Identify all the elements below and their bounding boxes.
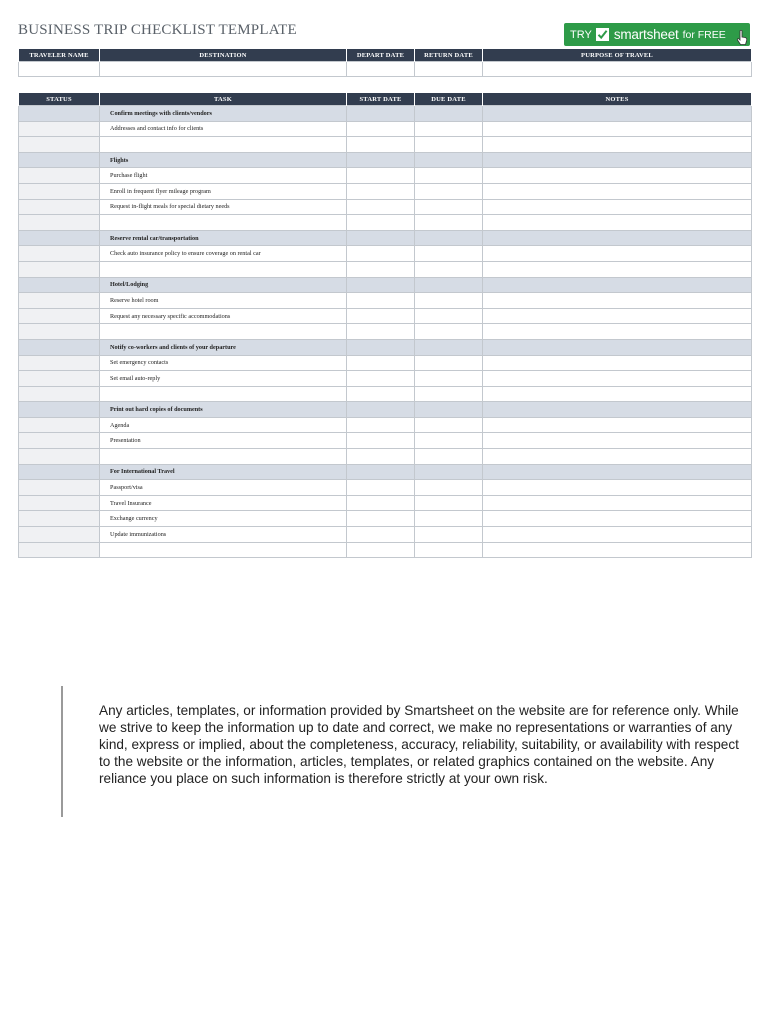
checklist-row (19, 371, 752, 387)
start-date-cell[interactable] (347, 433, 415, 449)
start-date-cell[interactable] (347, 480, 415, 496)
due-date-cell[interactable] (415, 261, 483, 277)
due-date-cell[interactable] (415, 277, 483, 293)
start-date-cell[interactable] (347, 495, 415, 511)
depart-date-cell[interactable] (347, 62, 415, 77)
due-date-cell[interactable] (415, 324, 483, 340)
task-cell[interactable] (100, 261, 347, 277)
status-cell[interactable] (19, 230, 100, 246)
status-cell[interactable] (19, 495, 100, 511)
task-cell[interactable]: Flights (100, 152, 347, 168)
notes-cell[interactable] (483, 402, 752, 418)
notes-cell[interactable] (483, 246, 752, 262)
traveler-info-table (18, 49, 752, 77)
promo-try-label: TRY (570, 28, 592, 41)
start-date-cell[interactable] (347, 168, 415, 184)
header-start-date: START DATE (347, 93, 415, 106)
task-cell[interactable] (100, 324, 347, 340)
task-cell[interactable]: Presentation (100, 433, 347, 449)
notes-cell[interactable] (483, 386, 752, 402)
start-date-cell[interactable] (347, 417, 415, 433)
start-date-cell[interactable] (347, 261, 415, 277)
notes-cell[interactable] (483, 308, 752, 324)
traveler-header-row (19, 49, 752, 62)
checklist-row (19, 199, 752, 215)
start-date-cell[interactable] (347, 542, 415, 558)
task-cell[interactable]: Agenda (100, 417, 347, 433)
status-cell[interactable] (19, 449, 100, 465)
checklist-section-row (19, 152, 752, 168)
checklist-section-row (19, 464, 752, 480)
notes-cell[interactable] (483, 121, 752, 137)
checklist-row (19, 386, 752, 402)
due-date-cell[interactable] (415, 215, 483, 231)
start-date-cell[interactable] (347, 464, 415, 480)
start-date-cell[interactable] (347, 215, 415, 231)
notes-cell[interactable] (483, 371, 752, 387)
due-date-cell[interactable] (415, 449, 483, 465)
due-date-cell[interactable] (415, 339, 483, 355)
task-cell[interactable]: Reserve hotel room (100, 293, 347, 309)
checklist-row (19, 293, 752, 309)
pointer-cursor-icon (736, 30, 748, 51)
notes-cell[interactable] (483, 199, 752, 215)
status-cell[interactable] (19, 402, 100, 418)
checklist-row (19, 417, 752, 433)
notes-cell[interactable] (483, 168, 752, 184)
start-date-cell[interactable] (347, 106, 415, 122)
task-cell[interactable]: Passport/visa (100, 480, 347, 496)
try-smartsheet-button[interactable] (564, 23, 750, 46)
due-date-cell[interactable] (415, 433, 483, 449)
status-cell[interactable] (19, 480, 100, 496)
notes-cell[interactable] (483, 433, 752, 449)
header-destination: DESTINATION (100, 49, 347, 62)
promo-free-label: for FREE (682, 28, 726, 41)
task-cell[interactable]: Update immunizations (100, 527, 347, 543)
task-cell[interactable] (100, 449, 347, 465)
notes-cell[interactable] (483, 339, 752, 355)
start-date-cell[interactable] (347, 277, 415, 293)
start-date-cell[interactable] (347, 355, 415, 371)
header-depart-date: DEPART DATE (347, 49, 415, 62)
checklist-row (19, 527, 752, 543)
start-date-cell[interactable] (347, 152, 415, 168)
notes-cell[interactable] (483, 230, 752, 246)
status-cell[interactable] (19, 386, 100, 402)
checklist-row (19, 511, 752, 527)
header-status: STATUS (19, 93, 100, 106)
destination-cell[interactable] (100, 62, 347, 77)
due-date-cell[interactable] (415, 121, 483, 137)
status-cell[interactable] (19, 511, 100, 527)
due-date-cell[interactable] (415, 402, 483, 418)
due-date-cell[interactable] (415, 293, 483, 309)
notes-cell[interactable] (483, 152, 752, 168)
checklist-section-row (19, 339, 752, 355)
start-date-cell[interactable] (347, 183, 415, 199)
notes-cell[interactable] (483, 215, 752, 231)
due-date-cell[interactable] (415, 417, 483, 433)
status-cell[interactable] (19, 371, 100, 387)
due-date-cell[interactable] (415, 495, 483, 511)
status-cell[interactable] (19, 246, 100, 262)
page-title: BUSINESS TRIP CHECKLIST TEMPLATE (18, 22, 297, 38)
notes-cell[interactable] (483, 293, 752, 309)
checklist-header-row (19, 93, 752, 106)
disclaimer-text: Any articles, templates, or information provided by Smartsheet on the website are for reference only. While we strive to keep the information up to date and correct, we make no representations or warranties of any kind, express or implied, about the completeness, accuracy, reliability, suitability, or availability with respect to the website or the information, articles, templates, or related graphics contained on the website. Any reliance you place on such information is therefore strictly at your own risk. (99, 703, 739, 786)
task-cell[interactable]: Hotel/Lodging (100, 277, 347, 293)
notes-cell[interactable] (483, 527, 752, 543)
start-date-cell[interactable] (347, 511, 415, 527)
notes-cell[interactable] (483, 511, 752, 527)
notes-cell[interactable] (483, 417, 752, 433)
task-cell[interactable]: Request in-flight meals for special dietary needs (100, 199, 347, 215)
status-cell[interactable] (19, 261, 100, 277)
start-date-cell[interactable] (347, 199, 415, 215)
start-date-cell[interactable] (347, 246, 415, 262)
header-notes: NOTES (483, 93, 752, 106)
header-purpose-of-travel: PURPOSE OF TRAVEL (483, 49, 752, 62)
promo-brand-label: smartsheet (613, 27, 679, 42)
start-date-cell[interactable] (347, 449, 415, 465)
checklist-body (19, 106, 752, 558)
checklist-row (19, 433, 752, 449)
status-cell[interactable] (19, 308, 100, 324)
due-date-cell[interactable] (415, 199, 483, 215)
status-cell[interactable] (19, 106, 100, 122)
task-cell[interactable]: Check auto insurance policy to ensure coverage on rental car (100, 246, 347, 262)
checklist-row (19, 542, 752, 558)
start-date-cell[interactable] (347, 386, 415, 402)
task-cell[interactable]: For International Travel (100, 464, 347, 480)
status-cell[interactable] (19, 183, 100, 199)
status-cell[interactable] (19, 199, 100, 215)
task-cell[interactable] (100, 386, 347, 402)
notes-cell[interactable] (483, 261, 752, 277)
start-date-cell[interactable] (347, 230, 415, 246)
checklist-row (19, 168, 752, 184)
due-date-cell[interactable] (415, 542, 483, 558)
task-cell[interactable]: Enroll in frequent flyer mileage program (100, 183, 347, 199)
header-traveler-name: TRAVELER NAME (19, 49, 100, 62)
checklist-row (19, 215, 752, 231)
status-cell[interactable] (19, 464, 100, 480)
due-date-cell[interactable] (415, 371, 483, 387)
notes-cell[interactable] (483, 324, 752, 340)
checklist-row (19, 246, 752, 262)
status-cell[interactable] (19, 168, 100, 184)
start-date-cell[interactable] (347, 137, 415, 153)
status-cell[interactable] (19, 433, 100, 449)
task-cell[interactable]: Purchase flight (100, 168, 347, 184)
due-date-cell[interactable] (415, 168, 483, 184)
checklist-section-row (19, 106, 752, 122)
task-cell[interactable]: Notify co-workers and clients of your departure (100, 339, 347, 355)
checklist-section-row (19, 277, 752, 293)
checklist-row (19, 137, 752, 153)
traveler-name-cell[interactable] (19, 62, 100, 77)
status-cell[interactable] (19, 293, 100, 309)
due-date-cell[interactable] (415, 464, 483, 480)
task-cell[interactable]: Travel Insurance (100, 495, 347, 511)
header-return-date: RETURN DATE (415, 49, 483, 62)
checklist-row (19, 183, 752, 199)
task-cell[interactable]: Print out hard copies of documents (100, 402, 347, 418)
status-cell[interactable] (19, 542, 100, 558)
notes-cell[interactable] (483, 355, 752, 371)
notes-cell[interactable] (483, 106, 752, 122)
due-date-cell[interactable] (415, 152, 483, 168)
task-cell[interactable]: Confirm meetings with clients/vendors (100, 106, 347, 122)
checklist-section-row (19, 230, 752, 246)
checklist-row (19, 308, 752, 324)
status-cell[interactable] (19, 324, 100, 340)
task-cell[interactable] (100, 542, 347, 558)
task-cell[interactable]: Addresses and contact info for clients (100, 121, 347, 137)
start-date-cell[interactable] (347, 293, 415, 309)
start-date-cell[interactable] (347, 527, 415, 543)
status-cell[interactable] (19, 355, 100, 371)
checklist-section-row (19, 402, 752, 418)
due-date-cell[interactable] (415, 106, 483, 122)
status-cell[interactable] (19, 121, 100, 137)
checklist-row (19, 449, 752, 465)
checklist-row (19, 355, 752, 371)
start-date-cell[interactable] (347, 402, 415, 418)
due-date-cell[interactable] (415, 230, 483, 246)
task-cell[interactable]: Set emergency contacts (100, 355, 347, 371)
start-date-cell[interactable] (347, 339, 415, 355)
task-cell[interactable]: Set email auto-reply (100, 371, 347, 387)
due-date-cell[interactable] (415, 480, 483, 496)
disclaimer-divider (61, 686, 63, 817)
notes-cell[interactable] (483, 277, 752, 293)
checklist-row (19, 324, 752, 340)
due-date-cell[interactable] (415, 308, 483, 324)
task-cell[interactable]: Request any necessary specific accommodations (100, 308, 347, 324)
status-cell[interactable] (19, 277, 100, 293)
status-cell[interactable] (19, 417, 100, 433)
start-date-cell[interactable] (347, 371, 415, 387)
checklist-row (19, 480, 752, 496)
notes-cell[interactable] (483, 495, 752, 511)
due-date-cell[interactable] (415, 527, 483, 543)
header-task: TASK (100, 93, 347, 106)
notes-cell[interactable] (483, 137, 752, 153)
notes-cell[interactable] (483, 464, 752, 480)
status-cell[interactable] (19, 339, 100, 355)
due-date-cell[interactable] (415, 246, 483, 262)
due-date-cell[interactable] (415, 355, 483, 371)
task-cell[interactable] (100, 215, 347, 231)
due-date-cell[interactable] (415, 511, 483, 527)
checklist-row (19, 261, 752, 277)
checklist-table (18, 93, 752, 558)
start-date-cell[interactable] (347, 308, 415, 324)
due-date-cell[interactable] (415, 386, 483, 402)
purpose-cell[interactable] (483, 62, 752, 77)
status-cell[interactable] (19, 215, 100, 231)
notes-cell[interactable] (483, 480, 752, 496)
start-date-cell[interactable] (347, 121, 415, 137)
status-cell[interactable] (19, 527, 100, 543)
task-cell[interactable]: Exchange currency (100, 511, 347, 527)
return-date-cell[interactable] (415, 62, 483, 77)
header-due-date: DUE DATE (415, 93, 483, 106)
checklist-row (19, 121, 752, 137)
checklist-row (19, 495, 752, 511)
notes-cell[interactable] (483, 449, 752, 465)
status-cell[interactable] (19, 137, 100, 153)
status-cell[interactable] (19, 152, 100, 168)
checkmark-icon (596, 28, 609, 41)
due-date-cell[interactable] (415, 137, 483, 153)
notes-cell[interactable] (483, 542, 752, 558)
traveler-input-row (19, 62, 752, 77)
task-cell[interactable] (100, 137, 347, 153)
task-cell[interactable]: Reserve rental car/transportation (100, 230, 347, 246)
start-date-cell[interactable] (347, 324, 415, 340)
notes-cell[interactable] (483, 183, 752, 199)
due-date-cell[interactable] (415, 183, 483, 199)
